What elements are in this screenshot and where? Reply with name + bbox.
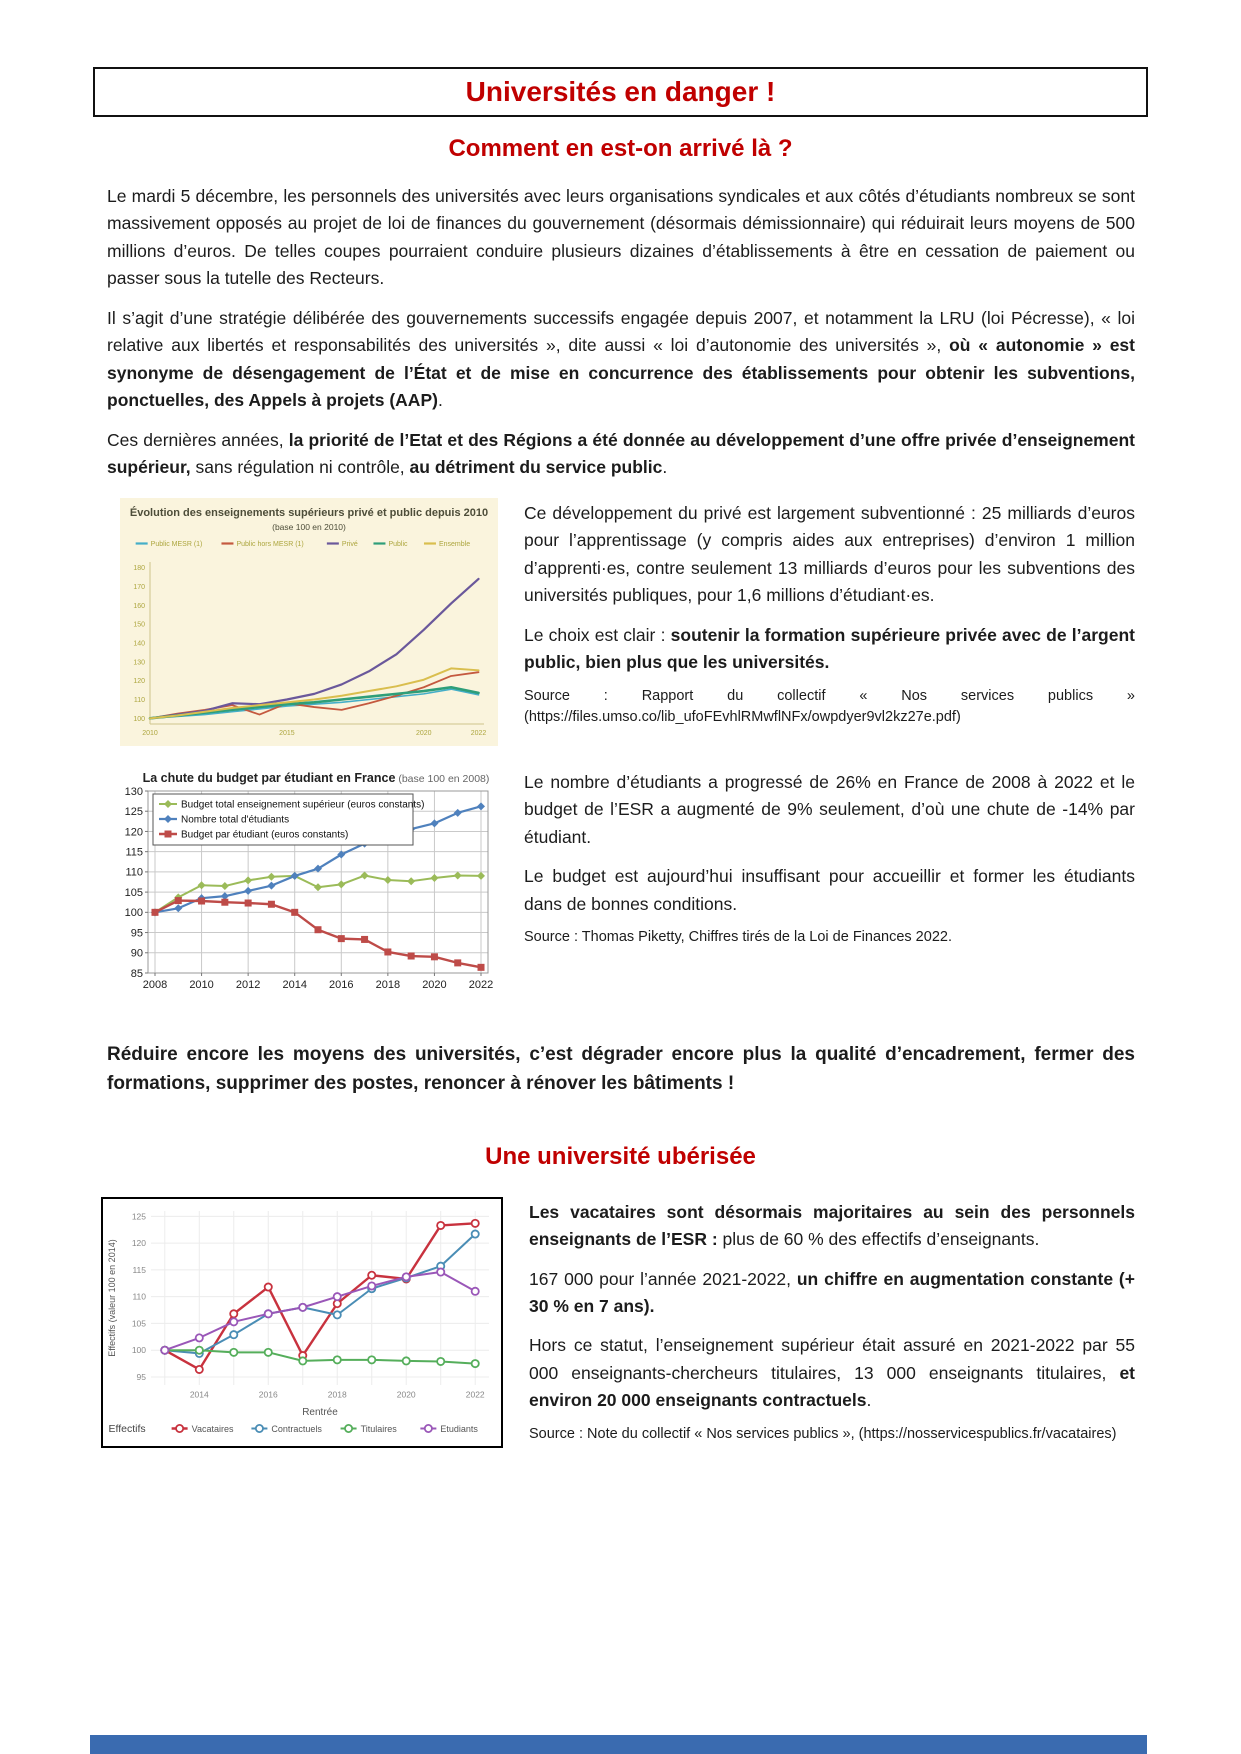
text-col-2: [498, 767, 1135, 998]
svg-text:Etudiants: Etudiants: [440, 1423, 478, 1434]
paragraph-choix: [524, 622, 1135, 677]
svg-text:130: 130: [124, 785, 143, 798]
text-run: Le choix est clair :: [524, 624, 671, 645]
text-run-bold: soutenir la formation supérieure privée avec de l’argent public, bien plus que les universités.: [524, 624, 1135, 673]
text-run-bold: et environ 20 000 enseignants contractuels: [529, 1362, 1135, 1411]
svg-text:160: 160: [133, 602, 145, 610]
text-run-bold: où « autonomie » est synonyme de désengagement de l’État et de mise en concurrence des établissements pour obtenir les subventions, ponctuelles, des Appels à projets (AAP): [107, 335, 1135, 411]
svg-text:Rentrée: Rentrée: [302, 1406, 338, 1418]
svg-text:2020: 2020: [396, 1389, 416, 1400]
row-chart-evolution: [107, 498, 1135, 751]
text-run: Ce développement du privé est largement subventionné : 25 milliards d’euros pour l’apprentissage (y compris aides aux entreprises) d’environ 1 million d’apprenti·es, contre seulement 13 milliards d’euros pour les subventions des universités publiques, pour 1,6 millions d’étudiant·es.: [524, 502, 1135, 606]
content: [0, 183, 1241, 1099]
svg-text:2012: 2012: [235, 978, 261, 991]
svg-text:La chute du budget par étudian: La chute du budget par étudiant en France (base 100 en 2008): [142, 770, 490, 785]
text-run: .: [662, 457, 668, 478]
svg-text:2008: 2008: [142, 978, 168, 991]
svg-text:125: 125: [124, 805, 143, 818]
text-run: Le nombre d’étudiants a progressé de 26% en France de 2008 à 2022 et le budget de l’ESR a augmenté de 9% seulement, d’où une chute de -14% par étudiant.: [524, 771, 1135, 847]
svg-text:Effectifs: Effectifs: [108, 1422, 146, 1435]
section2-heading: Une université ubérisée: [485, 1142, 756, 1170]
svg-text:Privé: Privé: [341, 540, 358, 548]
svg-text:2010: 2010: [189, 978, 214, 991]
content-2: [0, 1197, 1241, 1448]
svg-text:120: 120: [133, 677, 145, 685]
paragraph-budget-insuffisant: [524, 863, 1135, 918]
paragraph-intro-1: [107, 183, 1135, 293]
svg-text:90: 90: [130, 947, 143, 960]
source-note-collectif: Source : Note du collectif « Nos services publics », (https://nosservicespublics.fr/vacataires): [529, 1425, 1117, 1442]
paragraph-intro-2: [107, 305, 1135, 415]
svg-text:Public hors MESR (1): Public hors MESR (1): [236, 540, 304, 548]
svg-text:Budget par étudiant (euros con: Budget par étudiant (euros constants): [181, 829, 349, 841]
text-run: Il s’agit d’une stratégie délibérée des gouvernements successifs engagée depuis 2007, et notamment la LRU (loi Pécresse), « loi relative aux libertés et responsabilités des universités », dite aussi « loi d’autonomie des universités »,: [107, 307, 1135, 356]
svg-text:Nombre total d'étudiants: Nombre total d'étudiants: [181, 814, 290, 826]
svg-text:Évolution des enseignements su: Évolution des enseignements supérieurs privé et public depuis 2010: [129, 506, 489, 519]
svg-text:2016: 2016: [258, 1389, 278, 1400]
svg-text:140: 140: [133, 640, 145, 648]
svg-text:100: 100: [133, 715, 145, 723]
svg-text:2020: 2020: [422, 978, 447, 991]
svg-text:Ensemble: Ensemble: [438, 540, 471, 548]
svg-text:Vacataires: Vacataires: [191, 1423, 234, 1434]
svg-text:(base 100 en 2010): (base 100 en 2010): [272, 521, 346, 532]
svg-text:2018: 2018: [327, 1389, 347, 1400]
text-run: plus de 60 % des effectifs d’enseignants.: [717, 1229, 1040, 1250]
paragraph-hors-statut: [529, 1332, 1135, 1414]
page-title: Universités en danger !: [465, 76, 776, 107]
svg-text:105: 105: [124, 886, 143, 899]
chart-effectifs-vacataires-svg: [103, 1199, 501, 1441]
svg-text:125: 125: [131, 1210, 146, 1221]
chart-budget-etudiant-svg: [110, 767, 498, 993]
svg-text:110: 110: [132, 1291, 146, 1302]
paragraph-progression: [524, 769, 1135, 851]
svg-text:Budget total enseignement supé: Budget total enseignement supérieur (euros constants): [181, 799, 425, 811]
bottom-blue-bar: [90, 1735, 1147, 1754]
text-run: Hors ce statut, l’enseignement supérieur était assuré en 2021-2022 par 55 000 enseignants-chercheurs titulaires, 13 000 enseignants titulaires,: [529, 1335, 1135, 1383]
chart-budget-etudiant: [110, 767, 498, 998]
source-nos-services-publics: Source : Rapport du collectif « Nos services publics » (https://files.umso.co/lib_ufoFEvhlRMwflNFx/owpdyer9vl2kz27e.pdf): [524, 687, 1135, 725]
text-col-3: [503, 1197, 1135, 1448]
svg-text:2022: 2022: [465, 1389, 485, 1400]
svg-text:105: 105: [131, 1317, 146, 1328]
row-chart-effectifs: [107, 1197, 1135, 1448]
svg-text:Effectifs (valeur 100 en 2014): Effectifs (valeur 100 en 2014): [107, 1238, 117, 1357]
paragraph-subventions: [524, 500, 1135, 610]
svg-text:Titulaires: Titulaires: [360, 1423, 397, 1434]
text-run-bold: un chiffre en augmentation constante (+ 30 % en 7 ans).: [529, 1268, 1135, 1316]
text-run-bold: au détriment du service public: [409, 457, 663, 478]
chart-evolution-enseignements: [120, 498, 498, 751]
svg-text:95: 95: [136, 1371, 146, 1382]
chart-effectifs-vacataires: [101, 1197, 503, 1448]
svg-text:150: 150: [133, 621, 145, 629]
statement-reduire-moyens: [107, 1040, 1135, 1099]
row-chart-budget: [107, 767, 1135, 998]
paragraph-167000: [529, 1266, 1135, 1321]
svg-text:Public MESR (1): Public MESR (1): [150, 540, 203, 548]
svg-text:95: 95: [130, 927, 143, 940]
svg-text:100: 100: [131, 1344, 146, 1355]
svg-text:2014: 2014: [282, 978, 307, 991]
text-run-bold: la priorité de l’Etat et des Régions a été donnée au développement d’une offre privée d’enseignement supérieur,: [107, 429, 1135, 478]
text-run-bold: Les vacataires sont désormais majoritaires au sein des personnels enseignants de l’ESR :: [529, 1201, 1135, 1250]
svg-text:2014: 2014: [189, 1389, 209, 1400]
text-run: Ces dernières années,: [107, 429, 289, 450]
svg-text:2022: 2022: [468, 978, 494, 991]
text-run: 167 000 pour l’année 2021-2022,: [529, 1268, 797, 1289]
section1-heading: Comment en est-on arrivé là ?: [448, 135, 793, 162]
svg-text:2010: 2010: [142, 729, 158, 737]
paragraph-intro-3: [107, 427, 1135, 482]
svg-text:2016: 2016: [329, 978, 354, 991]
text-run: .: [437, 390, 443, 411]
svg-text:2015: 2015: [279, 729, 295, 737]
source-piketty: Source : Thomas Piketty, Chiffres tirés de la Loi de Finances 2022.: [524, 929, 952, 946]
svg-text:100: 100: [124, 906, 143, 919]
chart-evolution-enseignements-svg: [120, 498, 498, 746]
svg-text:110: 110: [125, 866, 143, 879]
text-run-bold: Réduire encore les moyens des universités, c’est dégrader encore plus la qualité d’encadrement, fermer des formations, supprimer des postes, renoncer à rénover les bâtiments !: [107, 1043, 1135, 1095]
text-run: sans régulation ni contrôle,: [190, 457, 410, 478]
svg-text:110: 110: [133, 696, 145, 704]
svg-text:Contractuels: Contractuels: [271, 1423, 322, 1434]
svg-text:2018: 2018: [375, 978, 401, 991]
text-col-1: [498, 498, 1135, 751]
svg-text:2020: 2020: [415, 729, 432, 737]
svg-text:170: 170: [133, 583, 145, 591]
text-run: Le mardi 5 décembre, les personnels des universités avec leurs organisations syndicales et aux côtés d’étudiants nombreux se sont massivement opposés au projet de loi de finances du gouvernement (désormais démissionnaire) qui réduirait leurs moyens de 500 millions d’euros. De telles coupes pourraient conduire plusieurs dizaines d’établissements à être en cessation de paiement ou passer sous la tutelle des Recteurs.: [107, 186, 1135, 289]
svg-text:120: 120: [131, 1237, 146, 1248]
text-run: Le budget est aujourd’hui insuffisant pour accueillir et former les étudiants dans de bonnes conditions.: [524, 866, 1135, 914]
title-box: [93, 67, 1148, 117]
svg-text:85: 85: [130, 967, 143, 980]
svg-text:Public: Public: [388, 540, 408, 548]
svg-text:120: 120: [124, 825, 143, 838]
svg-text:115: 115: [132, 1264, 146, 1275]
svg-text:130: 130: [133, 658, 145, 666]
paragraph-vacataires: [529, 1199, 1135, 1254]
svg-text:115: 115: [125, 846, 143, 859]
svg-text:180: 180: [133, 564, 145, 572]
svg-text:2022: 2022: [470, 729, 487, 737]
text-run: .: [866, 1390, 872, 1411]
